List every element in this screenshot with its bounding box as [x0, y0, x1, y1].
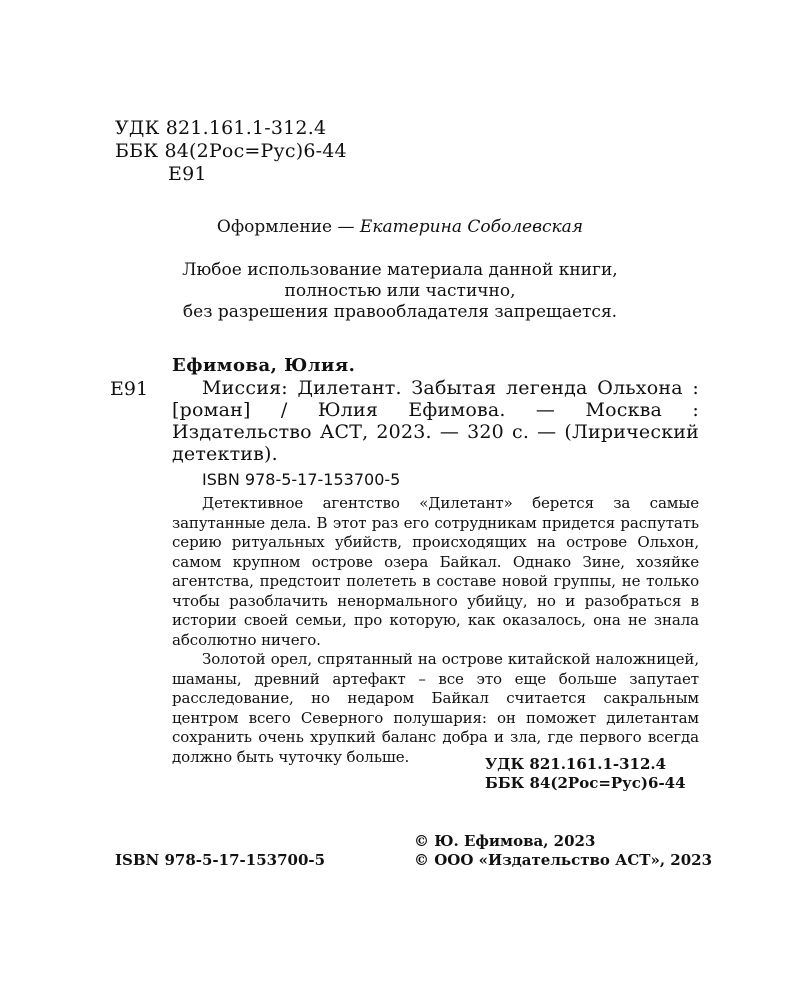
bibliographic-mark: Е91 — [110, 378, 149, 400]
bibliographic-description — [172, 377, 699, 465]
author-heading: Ефимова, Юлия. — [172, 355, 356, 376]
copyright-author: © Ю. Ефимова, 2023 — [414, 832, 596, 850]
rights-line: Любое использование материала данной книги, — [182, 260, 618, 280]
bottom-classification — [485, 755, 686, 793]
rights-line: полностью или частично, — [284, 281, 516, 301]
copyright-publisher: © ООО «Издательство АСТ», 2023 — [414, 851, 713, 869]
design-label: Оформление — — [216, 217, 360, 237]
author-mark: Е91 — [168, 163, 207, 185]
annotation-paragraph: Золотой орел, спрятанный на острове китайской наложницей, шаманы, древний артефакт – все это еще больше запутает расследование, но недаром Байкал считается сакральным центром всего Северного полушария: он поможет дилетантам сохранить очень хрупкий баланс добра и зла, где первого всегда должно быть чуточку больше. — [172, 650, 699, 766]
rights-notice — [0, 260, 800, 323]
rights-line: без разрешения правообладателя запрещается. — [182, 302, 618, 322]
bbk-code-bottom: ББК 84(2Рос=Рус)6-44 — [485, 774, 686, 792]
udk-code: УДК 821.161.1-312.4 — [115, 117, 327, 139]
copyright-block — [414, 832, 712, 870]
isbn: ISBN 978-5-17-153700-5 — [202, 470, 401, 489]
annotation — [172, 494, 699, 767]
classification-block — [115, 117, 347, 186]
isbn-footer: ISBN 978-5-17-153700-5 — [115, 851, 326, 869]
design-credit — [0, 217, 800, 237]
bbk-code: ББК 84(2Рос=Рус)6-44 — [115, 140, 347, 162]
annotation-paragraph: Детективное агентство «Дилетант» берется за самые запутанные дела. В этот раз его сотрудникам придется распутать серию ритуальных убийств, происходящих на острове Ольхон, самом крупном острове озера Байкал. Однако Зине, хозяйке агентства, предстоит полететь в составе новой группы, не только чтобы разоблачить ненормального убийцу, но и разобраться в истории своей семьи, про которую, как оказалось, она не знала абсолютно ничего. — [172, 494, 699, 649]
bibliographic-text: Миссия: Дилетант. Забытая легенда Ольхона : [роман] / Юлия Ефимова. — Москва : Издательство АСТ, 2023. — 320 с. — (Лирический детектив). — [172, 377, 699, 465]
udk-code-bottom: УДК 821.161.1-312.4 — [485, 755, 667, 773]
designer-name: Екатерина Соболевская — [359, 217, 584, 237]
